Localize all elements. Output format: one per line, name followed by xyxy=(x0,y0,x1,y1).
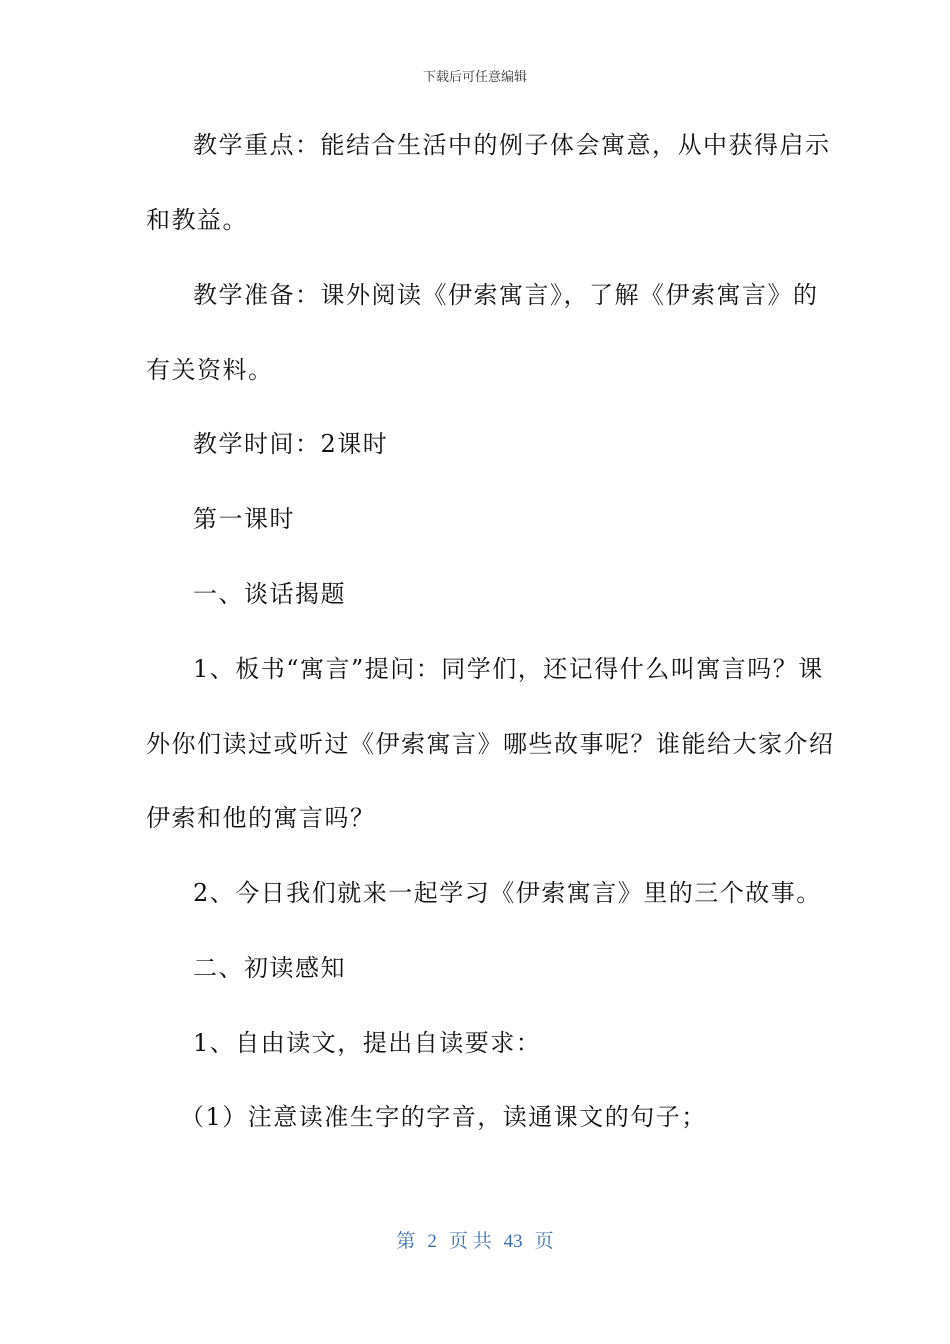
paragraph-line: 1、自由读文，提出自读要求： xyxy=(193,1029,542,1057)
paragraph-line: 伊索和他的寓言吗？ xyxy=(146,804,376,832)
footer-total-pages: 43 xyxy=(503,1231,523,1252)
section-heading: 二、初读感知 xyxy=(193,954,346,982)
footer-suffix: 页 xyxy=(534,1231,554,1252)
paragraph-line: 教学时间：2课时 xyxy=(193,430,389,458)
paragraph-line: 教学准备：课外阅读《伊索寓言》，了解《伊索寓言》的 xyxy=(193,281,819,309)
header-note: 下载后可任意编辑 xyxy=(422,70,527,85)
paragraph-line: 和教益。 xyxy=(146,206,248,234)
paragraph-line: 2、今日我们就来一起学习《伊索寓言》里的三个故事。 xyxy=(193,879,822,907)
section-heading: 第一课时 xyxy=(193,505,295,533)
footer-middle: 页 共 xyxy=(448,1231,492,1252)
page-footer xyxy=(0,1226,950,1253)
paragraph-line: （1）注意读准生字的字音，读通课文的句子； xyxy=(180,1103,707,1131)
section-heading: 一、谈话揭题 xyxy=(193,580,346,608)
paragraph-line: 外你们读过或听过《伊索寓言》哪些故事呢？谁能给大家介绍 xyxy=(146,730,835,758)
paragraph-line: 教学重点：能结合生活中的例子体会寓意，从中获得启示 xyxy=(193,131,831,159)
paragraph-line: 1、板书“寓言”提问：同学们，还记得什么叫寓言吗？课 xyxy=(193,655,824,683)
footer-page-number: 2 xyxy=(427,1231,437,1252)
paragraph-line: 有关资料。 xyxy=(146,356,274,384)
footer-prefix: 第 xyxy=(396,1231,416,1252)
